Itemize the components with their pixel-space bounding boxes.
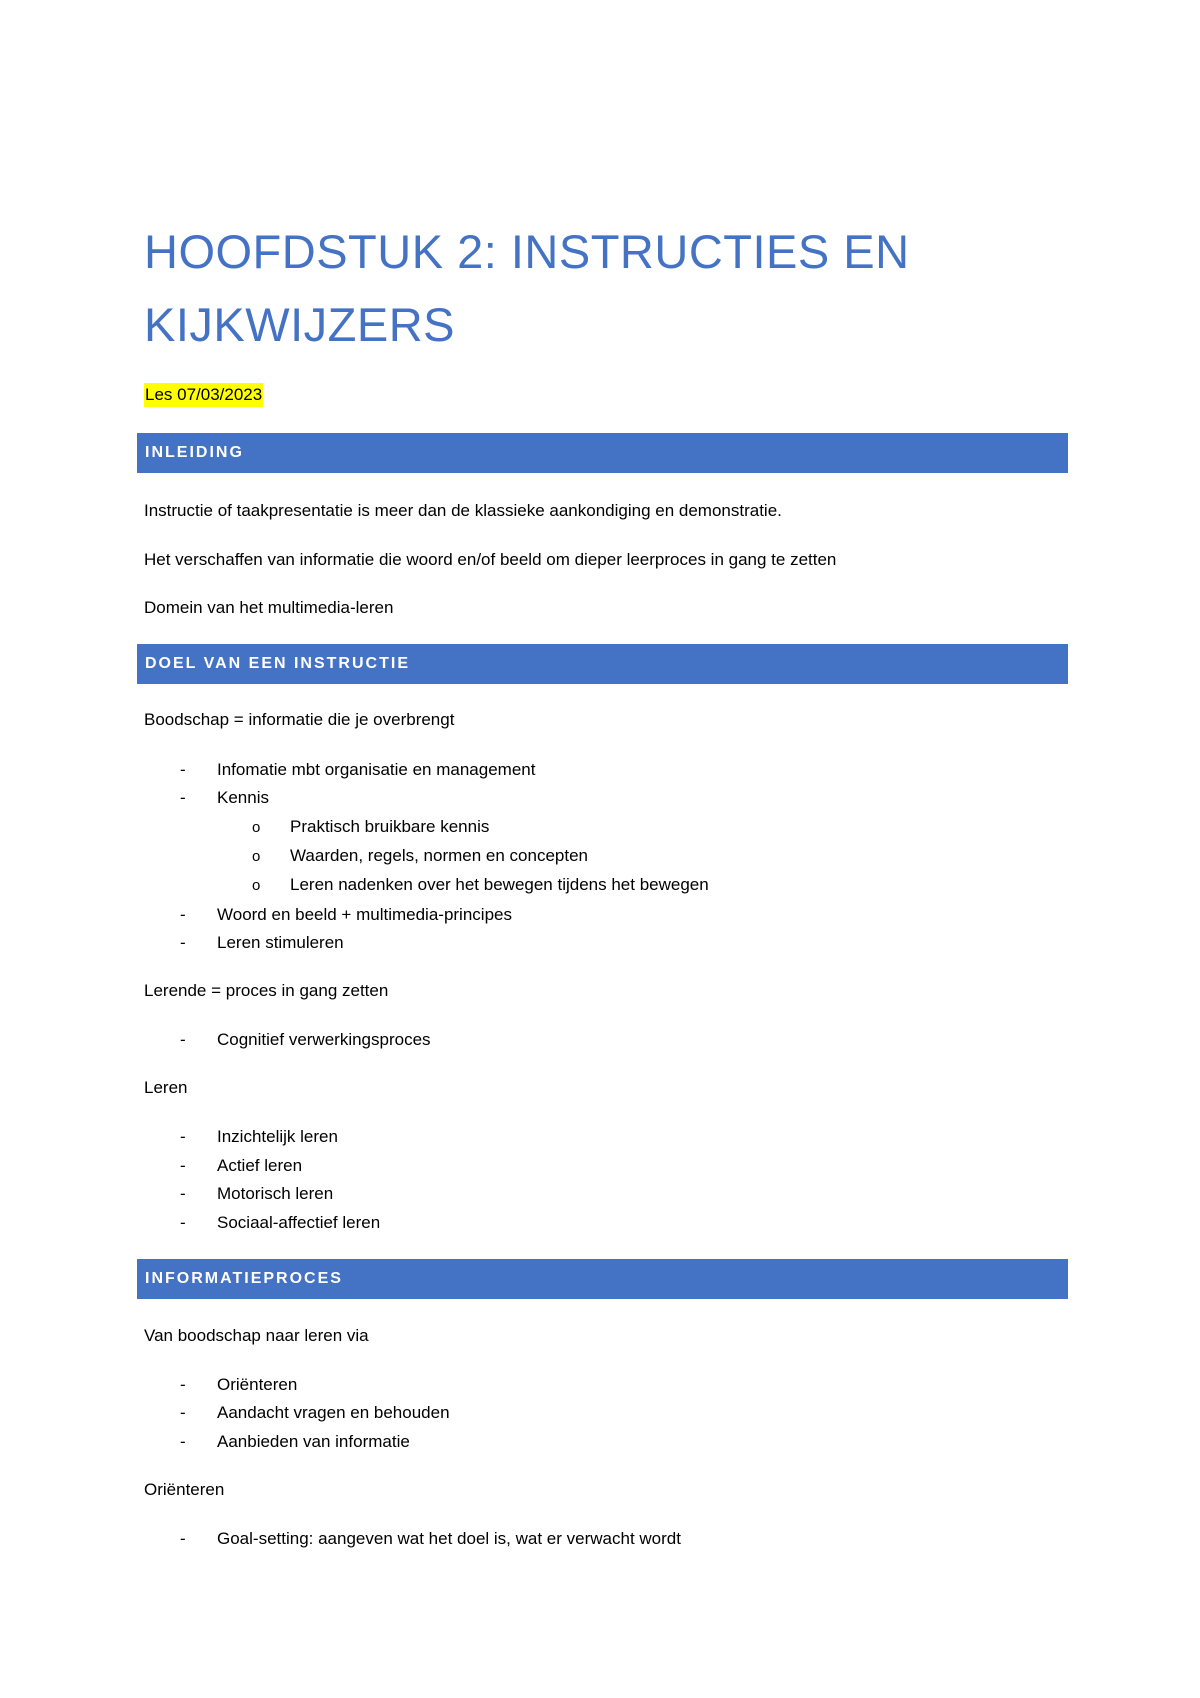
list-item: - Infomatie mbt organisatie en management [180, 758, 535, 782]
circle-bullet: o [252, 819, 261, 836]
list-item: - Cognitief verwerkingsproces [180, 1028, 431, 1052]
list-item: - Kennis [180, 786, 269, 810]
dash-bullet: - [180, 1432, 186, 1451]
dash-bullet: - [180, 1184, 186, 1203]
paragraph: Domein van het multimedia-leren [144, 598, 394, 617]
list-item: - Aandacht vragen en behouden [180, 1401, 450, 1425]
list-item: - Aanbieden van informatie [180, 1430, 410, 1454]
circle-bullet: o [252, 877, 261, 894]
paragraph: Instructie of taakpresentatie is meer dan de klassieke aankondiging en demonstratie. [144, 501, 782, 520]
paragraph: Van boodschap naar leren via [144, 1326, 369, 1345]
dash-bullet: - [180, 760, 186, 779]
document-title: HOOFDSTUK 2: INSTRUCTIES EN KIJKWIJZERS [144, 225, 910, 351]
sub-list-item: o Waarden, regels, normen en concepten [252, 844, 588, 869]
paragraph: Leren [144, 1078, 188, 1097]
list-item: - Motorisch leren [180, 1182, 333, 1206]
dash-bullet: - [180, 1403, 186, 1422]
dash-bullet: - [180, 1375, 186, 1394]
list-item: - Woord en beeld + multimedia-principes [180, 903, 512, 927]
list-item: - Inzichtelijk leren [180, 1125, 338, 1149]
dash-bullet: - [180, 788, 186, 807]
dash-bullet: - [180, 1156, 186, 1175]
paragraph: Boodschap = informatie die je overbrengt [144, 710, 455, 729]
circle-bullet: o [252, 848, 261, 865]
dash-bullet: - [180, 1213, 186, 1232]
section-heading-inleiding: INLEIDING [137, 433, 1068, 473]
dash-bullet: - [180, 1127, 186, 1146]
dash-bullet: - [180, 1030, 186, 1049]
dash-bullet: - [180, 1529, 186, 1548]
sub-list-item: o Leren nadenken over het bewegen tijdens het bewegen [252, 873, 709, 898]
paragraph: Lerende = proces in gang zetten [144, 981, 389, 1000]
list-item: - Oriënteren [180, 1373, 297, 1397]
sub-list-item: o Praktisch bruikbare kennis [252, 815, 489, 840]
lesson-date-highlight: Les 07/03/2023 [144, 383, 263, 407]
section-heading-doel: DOEL VAN EEN INSTRUCTIE [137, 644, 1068, 684]
list-item: - Leren stimuleren [180, 931, 344, 955]
list-item: - Actief leren [180, 1154, 302, 1178]
dash-bullet: - [180, 905, 186, 924]
paragraph: Het verschaffen van informatie die woord en/of beeld om dieper leerproces in gang te zetten [144, 550, 837, 569]
list-item: - Sociaal-affectief leren [180, 1211, 380, 1235]
dash-bullet: - [180, 933, 186, 952]
list-item: - Goal-setting: aangeven wat het doel is, wat er verwacht wordt [180, 1527, 681, 1551]
section-heading-informatieproces: INFORMATIEPROCES [137, 1259, 1068, 1299]
paragraph: Oriënteren [144, 1480, 225, 1499]
